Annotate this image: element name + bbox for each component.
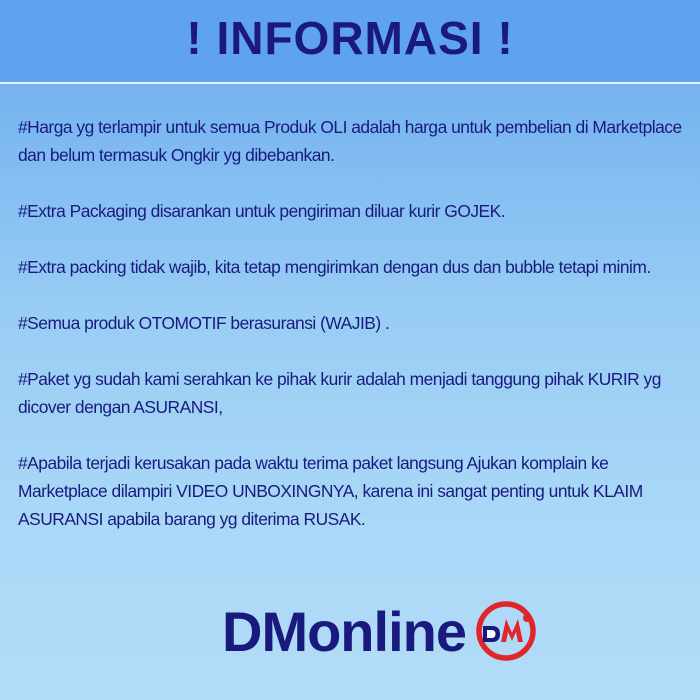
header-banner <box>0 0 700 84</box>
dm-logo-icon <box>474 599 538 663</box>
info-item-extra-packaging: #Extra Packaging disarankan untuk pengiriman diluar kurir GOJEK. <box>18 201 506 221</box>
info-item-courier: #Paket yg sudah kami serahkan ke pihak kurir adalah menjadi tanggung pihak KURIR yg dicover dengan ASURANSI, <box>18 369 661 417</box>
page-title: ! INFORMASI ! <box>186 12 514 64</box>
brand-name: DMonline <box>222 599 466 663</box>
info-item-insurance: #Semua produk OTOMOTIF berasuransi (WAJIB) . <box>18 313 390 333</box>
info-item-price: #Harga yg terlampir untuk semua Produk OLI adalah harga untuk pembelian di Marketplace dan belum termasuk Ongkir yg dibebankan. <box>18 117 682 165</box>
info-item-claim: #Apabila terjadi kerusakan pada waktu terima paket langsung Ajukan komplain ke Marketplace dilampiri VIDEO UNBOXINGNYA, karena ini sangat penting untuk KLAIM ASURANSI apabila barang yg diterima RUSAK. <box>18 453 643 529</box>
info-list <box>18 113 690 561</box>
brand-footer <box>0 596 700 666</box>
info-item-extra-packing: #Extra packing tidak wajib, kita tetap mengirimkan dengan dus dan bubble tetapi minim. <box>18 257 651 277</box>
